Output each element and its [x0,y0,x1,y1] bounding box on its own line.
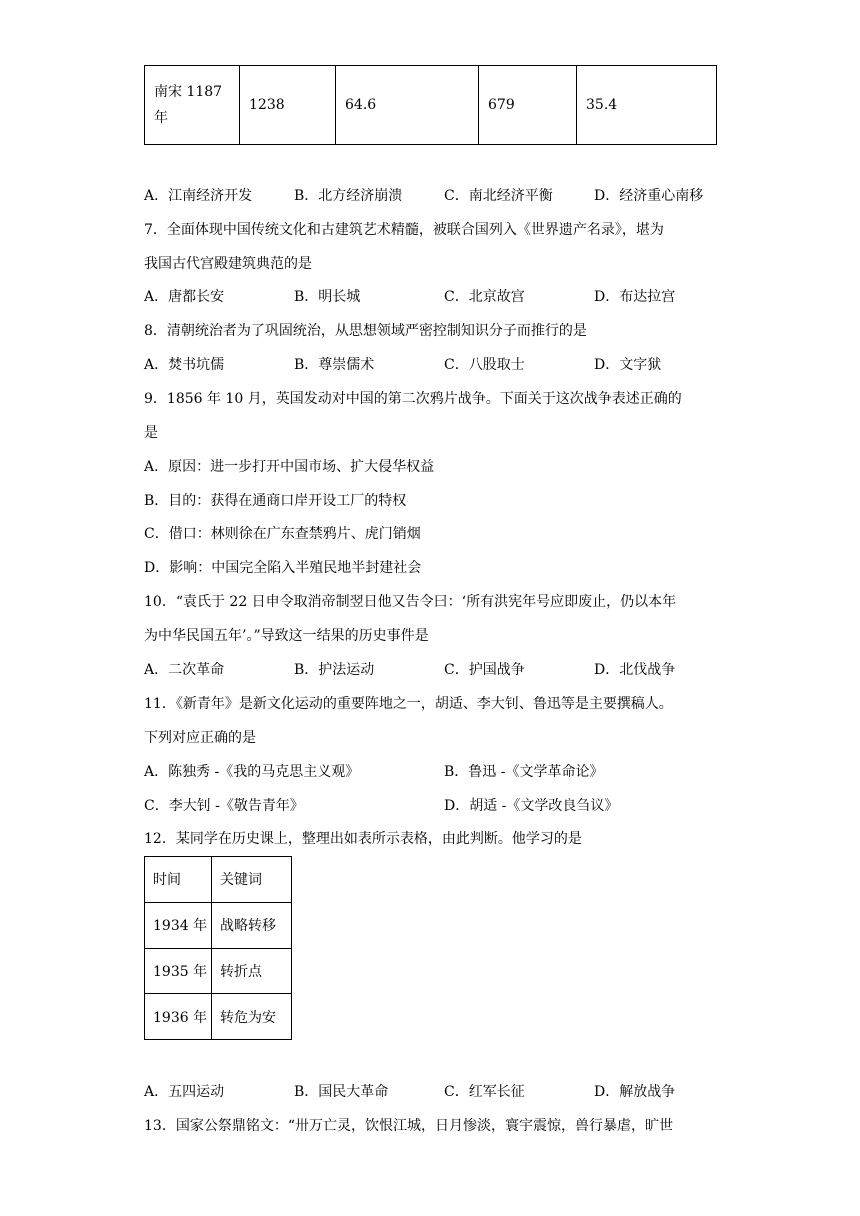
option-c: C．借口：林则徐在广东查禁鸦片、虎门销烟 [144,526,421,542]
option-c: C．红军长征 [444,1084,525,1100]
option-a: A．五四运动 [144,1084,225,1100]
option-b: B．明长城 [294,289,361,305]
question-10-text: 10．“袁氏于 22 日申令取消帝制翌日他又告令曰：‘所有洪宪年号应即废止，仍以本年 [144,594,677,610]
question-12-text: 12．某同学在历史课上，整理出如表所示表格，由此判断。他学习的是 [144,831,582,847]
table-cell: 转折点 [212,948,292,994]
option-b: B．国民大革命 [294,1084,389,1100]
option-b: B．鲁迅 -《文学革命论》 [444,764,604,780]
option-b: B．护法运动 [294,662,375,678]
question-9-text-cont: 是 [144,425,158,441]
table-cell: 1238 [240,66,336,145]
question-10-text-cont: 为中华民国五年’。”导致这一结果的历史事件是 [144,628,429,644]
option-c: C．南北经济平衡 [444,188,553,204]
option-d: D．影响：中国完全陷入半殖民地半封建社会 [144,560,422,576]
option-c: C．护国战争 [444,662,525,678]
table-cell: 战略转移 [212,902,292,948]
option-d: D．胡适 -《文学改良刍议》 [444,798,619,814]
option-a: A．陈独秀 -《我的马克思主义观》 [144,764,360,780]
table-cell: 转危为安 [212,994,292,1040]
table-row [145,948,292,994]
option-b: B．尊崇儒术 [294,357,375,373]
table-row [145,902,292,948]
table-header-row [145,857,292,903]
question-7-text: 7．全面体现中国传统文化和古建筑艺术精髓，被联合国列入《世界遗产名录》，堪为 [144,222,664,238]
question-9-text: 9．1856 年 10 月，英国发动对中国的第二次鸦片战争。下面关于这次战争表述正确的 [144,391,682,407]
option-d: D．经济重心南移 [594,188,704,204]
option-c: C．八股取士 [444,357,525,373]
option-d: D．布达拉宫 [594,289,676,305]
table-cell: 679 [479,66,577,145]
keyword-table [144,856,292,1040]
option-b: B．北方经济崩溃 [294,188,403,204]
question-11-text-cont: 下列对应正确的是 [144,730,256,746]
question-7-text-cont: 我国古代宫殿建筑典范的是 [144,256,312,272]
option-d: D．解放战争 [594,1084,676,1100]
table-row [145,66,717,145]
question-11-text: 11．《新青年》是新文化运动的重要阵地之一，胡适、李大钊、鲁迅等是主要撰稿人。 [144,696,673,712]
option-d: D．北伐战争 [594,662,676,678]
table-cell: 1936 年 [145,994,212,1040]
option-a: A．原因：进一步打开中国市场、扩大侵华权益 [144,459,435,475]
option-a: A．二次革命 [144,662,225,678]
table-cell: 35.4 [577,66,717,145]
table-cell: 南宋 1187 年 [145,66,240,145]
question-8-text: 8．清朝统治者为了巩固统治，从思想领域严密控制知识分子而推行的是 [144,323,587,339]
table-cell: 1934 年 [145,902,212,948]
table-header-cell: 关键词 [212,857,292,903]
table-cell: 1935 年 [145,948,212,994]
table-cell: 64.6 [336,66,479,145]
data-table-top [144,65,717,145]
option-c: C．北京故宫 [444,289,525,305]
option-d: D．文字狱 [594,357,662,373]
table-header-cell: 时间 [145,857,212,903]
option-a: A．焚书坑儒 [144,357,225,373]
option-a: A．唐都长安 [144,289,225,305]
question-13-text: 13．国家公祭鼎铭文：“卅万亡灵，饮恨江城，日月惨淡，寰宇震惊，兽行暴虐，旷世 [144,1118,673,1134]
option-a: A．江南经济开发 [144,188,253,204]
option-b: B．目的：获得在通商口岸开设工厂的特权 [144,493,407,509]
table-row [145,994,292,1040]
option-c: C．李大钊 -《敬告青年》 [144,798,304,814]
